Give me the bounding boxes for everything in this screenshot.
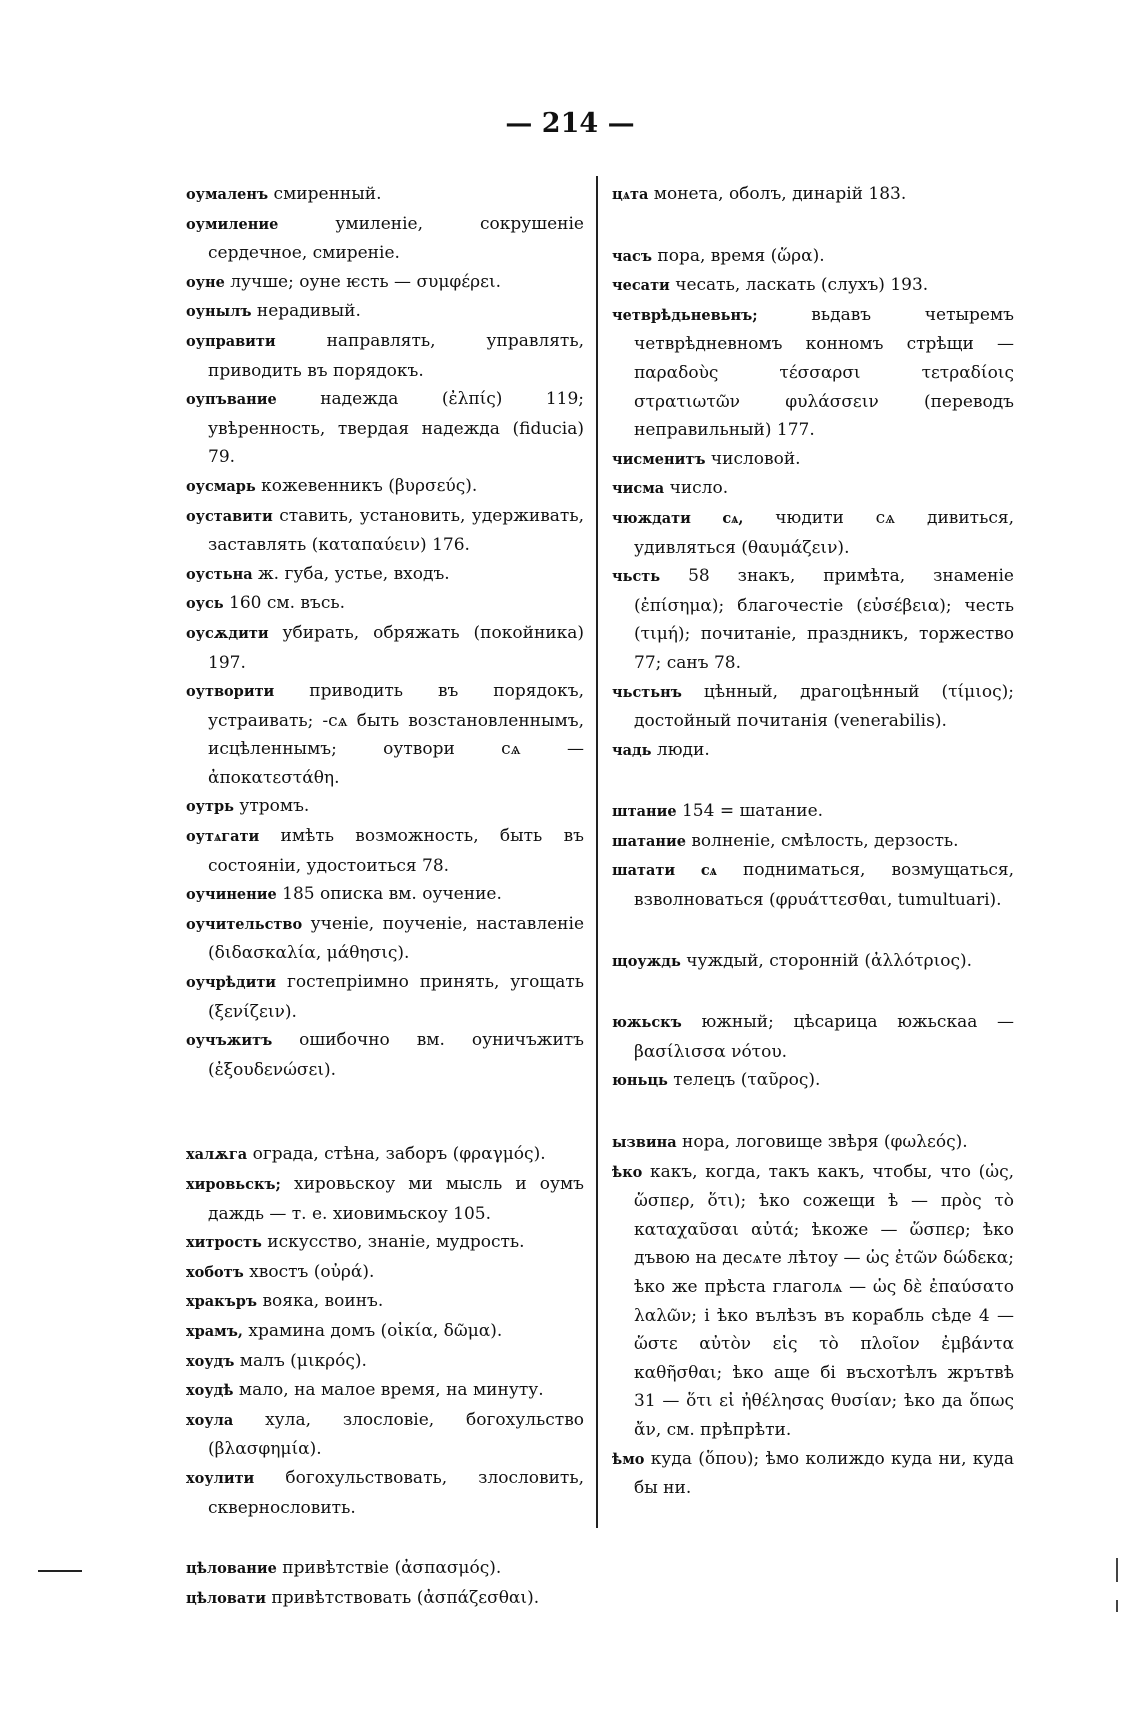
entry-definition: храмина домъ (οἰκία, δῶμα). xyxy=(248,1320,503,1341)
entry-definition: малъ (μικρός). xyxy=(239,1350,367,1371)
entry-headword: оустьна xyxy=(186,565,253,583)
entry-headword: чисма xyxy=(612,480,665,498)
margin-tick xyxy=(1116,1600,1118,1612)
entry-definition: ж. губа, устье, входъ. xyxy=(258,563,450,584)
dictionary-entry xyxy=(186,1347,584,1377)
dictionary-entry xyxy=(612,1128,1014,1158)
entry-definition: направлять, управлять, приводить въ порядокъ. xyxy=(208,330,584,381)
dictionary-entry xyxy=(186,1228,584,1258)
entry-headword: оумиление xyxy=(186,215,279,233)
margin-dash xyxy=(38,1570,82,1572)
dictionary-entry xyxy=(612,242,1014,272)
dictionary-entry xyxy=(612,1445,1014,1503)
entry-definition: привѣтствіе (ἀσπασμός). xyxy=(282,1558,502,1579)
entry-headword: щоуждь xyxy=(612,952,681,970)
entry-definition: ставить, установить, удерживать, заставлять (καταπαύειν) 176. xyxy=(208,505,584,556)
right-group-shch xyxy=(612,947,1014,977)
left-group-kh xyxy=(186,1140,584,1522)
entry-headword: оумаленъ xyxy=(186,186,269,203)
right-group-ya xyxy=(612,1128,1014,1503)
entry-definition: умиленіе, сокрушеніе сердечное, смиреніе. xyxy=(208,213,584,264)
entry-headword: хировьскъ; xyxy=(186,1176,281,1193)
entry-headword: оусмарь xyxy=(186,477,256,495)
left-group-u xyxy=(186,180,584,1084)
entry-headword: хоботъ xyxy=(186,1263,244,1281)
dictionary-entry xyxy=(186,880,584,910)
dictionary-entry xyxy=(186,1464,584,1522)
dictionary-entry xyxy=(186,210,584,268)
entry-definition: подниматься, возмущаться, взволноваться (φρυάττεσθαι, tumultuari). xyxy=(634,860,1014,911)
dictionary-entry xyxy=(612,180,1014,210)
entry-headword: шатати сѧ xyxy=(612,862,717,880)
entry-definition: 154 = шатание. xyxy=(681,801,824,822)
dictionary-entry xyxy=(612,856,1014,914)
entry-definition: имѣть возможность, быть въ состояніи, удостоиться 78. xyxy=(208,826,584,876)
dictionary-entry xyxy=(186,180,584,210)
entry-headword: цѣловати xyxy=(186,1589,267,1607)
entry-definition: телецъ (ταῦρος). xyxy=(673,1070,821,1091)
entry-headword: храмъ, xyxy=(186,1322,243,1340)
entry-headword: хоула xyxy=(186,1411,234,1429)
left-group-ts xyxy=(186,1554,584,1613)
right-group-ch xyxy=(612,242,1014,766)
column-divider xyxy=(596,176,598,1528)
entry-headword: халѫга xyxy=(186,1146,248,1164)
dictionary-entry xyxy=(186,1554,584,1584)
dictionary-entry xyxy=(186,1258,584,1288)
entry-headword: оучинение xyxy=(186,886,277,904)
entry-headword: оунылъ xyxy=(186,303,252,321)
entry-headword: оутрь xyxy=(186,798,234,816)
entry-headword: чьсть xyxy=(612,568,661,586)
entry-headword: чадь xyxy=(612,741,652,759)
dictionary-entry xyxy=(612,827,1014,857)
dictionary-entry xyxy=(186,297,584,327)
entry-headword: ызвина xyxy=(612,1134,677,1152)
entry-headword: оутворити xyxy=(186,683,275,701)
entry-definition: какъ, когда, такъ какъ, чтобы, что (ὡς, ὥσπερ, ὅτι); ѣко сожещи ѣ — πρὸς τὸ καταχαῦσαι αὐτά; ѣкоже — ὥσπερ; ѣко дъвою на десѧте лѣтоу — ὡς ἐτῶν δώδεκα; ѣко же прѣста глаголѧ — ὡς δὲ ἐπαύσατο λαλῶν; і ѣко вълѣзъ въ корабль сѣде 4 — ὥστε αὐτὸν εἰς τὸ πλοῖον ἐμβάντα καθῆσθαι; ѣко аще бі въсхотѣлъ жрътвѣ 31 — ὅτι εἰ ἠθέλησας θυσίαν; ѣко да ὅπως ἄν, см. прѣпрѣти. xyxy=(634,1161,1015,1440)
entry-headword: южьскъ xyxy=(612,1014,682,1032)
dictionary-entry xyxy=(186,792,584,822)
dictionary-entry xyxy=(612,736,1014,766)
dictionary-entry xyxy=(186,1406,584,1464)
entry-headword: оучъжитъ xyxy=(186,1032,273,1050)
entry-definition: нора, логовище звѣря (φωλεός). xyxy=(682,1132,968,1153)
dictionary-entry xyxy=(186,1317,584,1347)
dictionary-entry xyxy=(612,947,1014,977)
entry-headword: оусѫдити xyxy=(186,624,269,642)
entry-definition: мало, на малое время, на минуту. xyxy=(238,1380,544,1401)
entry-headword: юньць xyxy=(612,1072,668,1090)
entry-headword: чюждати сѧ, xyxy=(612,509,744,527)
entry-headword: ѣмо xyxy=(612,1450,645,1468)
entry-definition: 58 знакъ, примѣта, знаменіе (ἐπίσημα); благочестіе (εὐσέβεια); честь (τιμή); почитаніе, праздникъ, торжество 77; санъ 78. xyxy=(634,566,1014,673)
margin-tick xyxy=(1116,1558,1118,1582)
entry-definition: южный; цѣсарица южьскаа — βασίλισσα νότου. xyxy=(634,1012,1014,1062)
entry-headword: часъ xyxy=(612,247,652,265)
entry-definition: искусство, знаніе, мудрость. xyxy=(267,1232,525,1253)
entry-definition: цѣнный, драгоцѣнный (τίμιος); достойный почитанія (venerabilis). xyxy=(634,681,1015,732)
entry-definition: куда (ὅπου); ѣмо колиждо куда ни, куда бы ни. xyxy=(634,1448,1015,1499)
dictionary-entry xyxy=(186,589,584,619)
entry-definition: число. xyxy=(669,478,729,499)
dictionary-entry xyxy=(186,327,584,385)
entry-headword: оусь xyxy=(186,595,224,613)
right-column xyxy=(612,180,1014,1503)
entry-definition: утромъ. xyxy=(239,796,310,817)
dictionary-entry xyxy=(186,910,584,968)
entry-definition: вьдавъ четыремъ четврѣдневномъ конномъ стрѣщи — παραδοὺς τέσσαρσι τετραδίοις στρατιωτῶν φυλάσσειν (переводъ неправильный) 177. xyxy=(634,304,1014,441)
entry-headword: ѣко xyxy=(612,1163,643,1181)
entry-headword: оутѧгати xyxy=(186,828,260,846)
dictionary-entry xyxy=(186,1584,584,1614)
dictionary-entry xyxy=(612,562,1014,677)
entry-headword: оучительство xyxy=(186,915,303,933)
dictionary-entry xyxy=(186,619,584,677)
entry-definition: гостепріимно принять, угощать (ξενίζειν). xyxy=(208,972,584,1022)
entry-definition: ошибочно вм. оуничъжитъ (ἐξουδενώσει). xyxy=(208,1030,584,1080)
entry-headword: оуне xyxy=(186,273,225,291)
entry-definition: чюдити сѧ дивиться, удивляться (θαυμάζειν). xyxy=(634,507,1014,558)
entry-definition: 185 описка вм. оучение. xyxy=(282,884,502,905)
entry-headword: штание xyxy=(612,803,677,821)
dictionary-entry xyxy=(612,678,1014,736)
entry-headword: оуставити xyxy=(186,507,273,525)
entry-definition: ограда, стѣна, заборъ (φραγμός). xyxy=(252,1144,546,1165)
entry-headword: чесати xyxy=(612,277,670,295)
dictionary-entry xyxy=(186,1376,584,1406)
dictionary-entry xyxy=(186,968,584,1026)
entry-headword: цѣлование xyxy=(186,1560,277,1578)
dictionary-entry xyxy=(186,1170,584,1228)
dictionary-entry xyxy=(186,1287,584,1317)
entry-headword: хоудъ xyxy=(186,1352,235,1370)
dictionary-entry xyxy=(612,797,1014,827)
entry-definition: числовой. xyxy=(710,448,801,469)
entry-definition: надежда (ἐλπίς) 119; увѣренность, твердая надежда (fiducia) 79. xyxy=(208,389,584,468)
entry-headword: хракъръ xyxy=(186,1293,258,1311)
dictionary-entry xyxy=(612,474,1014,504)
entry-headword: четврѣдьневьнъ; xyxy=(612,306,758,324)
page-number: — 214 — xyxy=(505,108,635,139)
entry-definition: приводить въ порядокъ, устраивать; -сѧ быть возстановленнымъ, исцѣленнымъ; оутвори сѧ — ἀποκατεστάθη. xyxy=(208,681,584,788)
entry-definition: люди. xyxy=(656,739,710,760)
right-group-yu xyxy=(612,1008,1014,1096)
dictionary-entry xyxy=(186,1026,584,1084)
entry-definition: нерадивый. xyxy=(256,301,361,322)
dictionary-entry xyxy=(612,1066,1014,1096)
dictionary-entry xyxy=(186,560,584,590)
entry-headword: хоудѣ xyxy=(186,1382,234,1400)
entry-headword: чьстьнъ xyxy=(612,683,682,701)
entry-definition: монета, оболъ, динарій 183. xyxy=(653,184,907,204)
dictionary-entry xyxy=(612,504,1014,562)
entry-definition: чесать, ласкать (слухъ) 193. xyxy=(675,275,929,296)
dictionary-entry xyxy=(612,1008,1014,1066)
dictionary-entry xyxy=(186,502,584,560)
dictionary-entry xyxy=(186,677,584,792)
entry-definition: богохульствовать, злословить, сквернословить. xyxy=(208,1467,584,1518)
entry-definition: привѣтствовать (ἀσπάζεσθαι). xyxy=(271,1587,540,1608)
entry-definition: чуждый, сторонній (ἀλλότριος). xyxy=(686,950,973,971)
dictionary-entry xyxy=(186,822,584,880)
entry-definition: пора, время (ὥρα). xyxy=(657,245,825,266)
entry-definition: кожевенникъ (βυρσεύς). xyxy=(261,475,478,496)
entry-headword: оуправити xyxy=(186,332,276,350)
dictionary-entry xyxy=(186,268,584,298)
dictionary-entry xyxy=(186,385,584,472)
entry-headword: оучрѣдити xyxy=(186,974,277,992)
entry-definition: лучше; оуне ѥсть — συμφέρει. xyxy=(230,271,502,292)
entry-definition: убирать, обряжать (покойника) 197. xyxy=(208,622,584,673)
entry-headword: цѧта xyxy=(612,186,649,203)
entry-definition: хвостъ (οὐρά). xyxy=(249,1261,375,1282)
dictionary-entry xyxy=(612,1158,1014,1445)
entry-definition: волненіе, смѣлость, дерзость. xyxy=(691,830,959,851)
entry-headword: хитрость xyxy=(186,1234,262,1252)
left-column xyxy=(186,180,584,1613)
entry-headword: хоулити xyxy=(186,1469,255,1487)
entry-headword: чисменитъ xyxy=(612,450,706,468)
dictionary-entry xyxy=(612,301,1014,445)
dictionary-entry xyxy=(612,445,1014,475)
right-group-sh xyxy=(612,797,1014,914)
entry-definition: ученіе, поученіе, наставленіе (διδασκαλία, μάθησις). xyxy=(208,913,585,964)
entry-definition: хула, злословіе, богохульство (βλασφημία). xyxy=(208,1409,584,1460)
entry-definition: 160 см. въсь. xyxy=(229,593,346,614)
entry-headword: шатание xyxy=(612,832,686,850)
dictionary-entry xyxy=(186,1140,584,1170)
entry-definition: хировьскоу ми мысль и оумъ даждь — т. е. хиовимьскоу 105. xyxy=(208,1174,584,1224)
entry-definition: смиренный. xyxy=(273,184,382,204)
dictionary-entry xyxy=(612,271,1014,301)
entry-headword: оупъвание xyxy=(186,391,277,409)
dictionary-entry xyxy=(186,472,584,502)
right-group-ts xyxy=(612,180,1014,210)
entry-definition: вояка, воинъ. xyxy=(262,1291,384,1312)
